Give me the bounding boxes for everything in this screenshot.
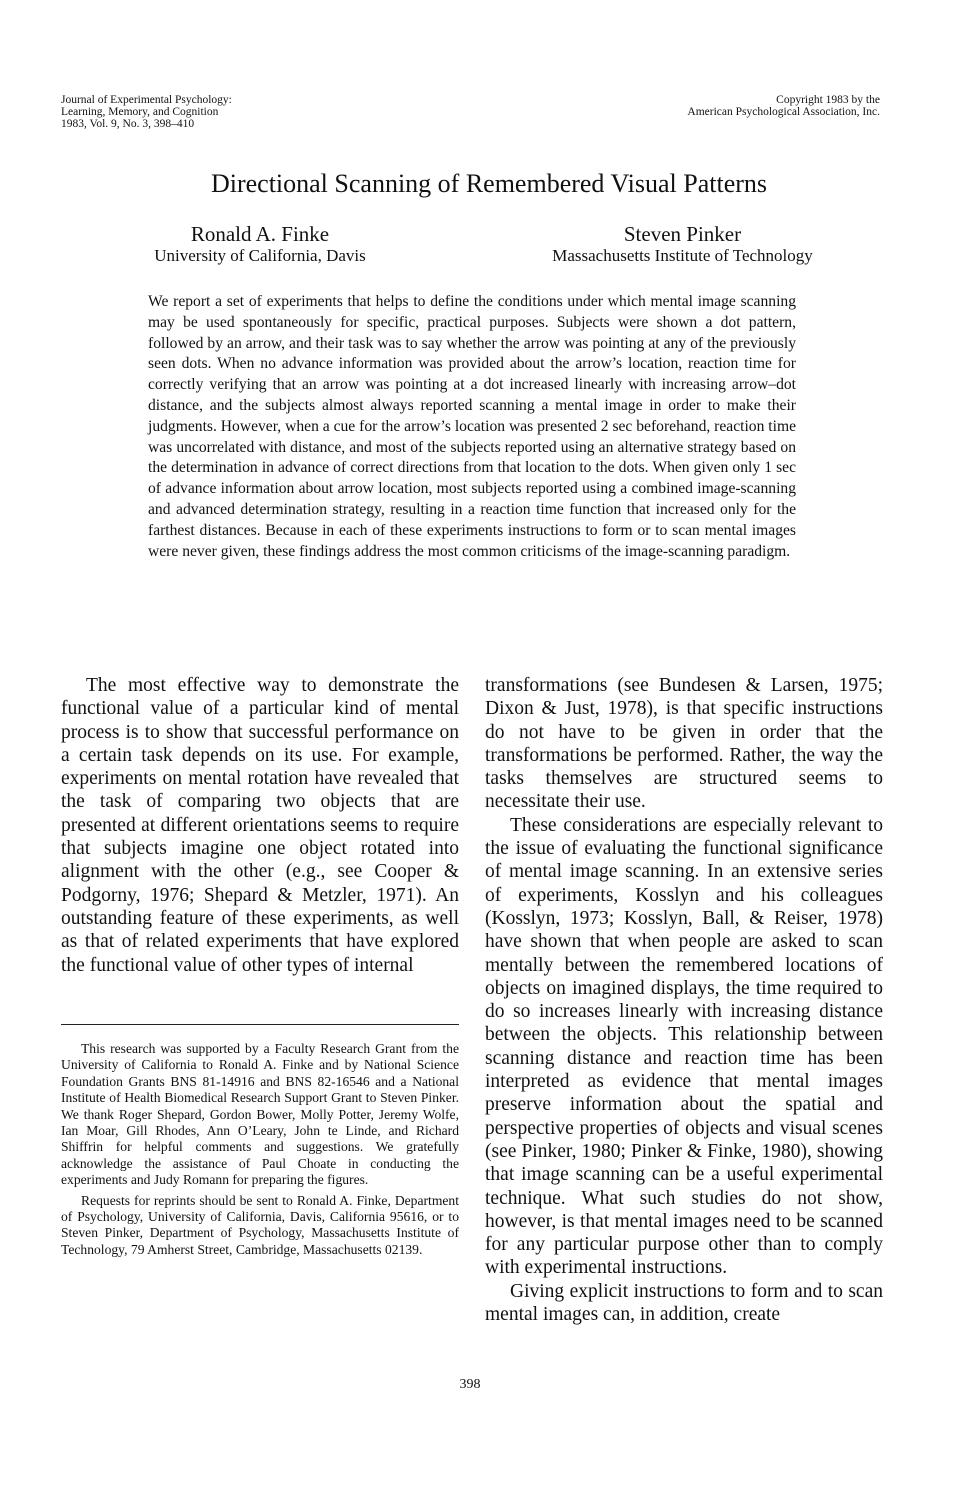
body-paragraph-continued: transformations (see Bundesen & Larsen, 1975; Dixon & Just, 1978), is that specific instructions do not have to be given in order that the transformations be performed. Rather, the way the tasks themselves are structured seems to necessitate their use. <box>485 675 883 813</box>
author-affiliation: Massachusetts Institute of Technology <box>552 246 813 265</box>
body-paragraph: Giving explicit instructions to form and to scan mental images can, in addition, create <box>485 1280 883 1326</box>
journal-citation-line: 1983, Vol. 9, No. 3, 398–410 <box>61 118 195 130</box>
body-column-right <box>485 674 883 1326</box>
footnotes <box>61 1041 459 1262</box>
article-title: Directional Scanning of Remembered Visual Patterns <box>210 169 768 198</box>
copyright-line: Copyright 1983 by the <box>776 94 880 106</box>
copyright-line: American Psychological Association, Inc. <box>687 106 880 118</box>
footnote-reprints: Requests for reprints should be sent to Ronald A. Finke, Department of Psychology, University of California, Davis, California 95616, or to Steven Pinker, Department of Psychology, Massachusetts Institute of Technology, 79 Amherst Street, Cambridge, Massachusetts 02139. <box>61 1192 459 1257</box>
journal-citation-line: Learning, Memory, and Cognition <box>61 106 219 118</box>
author-name: Ronald A. Finke <box>190 222 330 246</box>
footnote-divider <box>61 1024 459 1025</box>
body-paragraph: The most effective way to demonstrate the functional value of a particular kind of mental process is to show that successful performance on a certain task depends on its use. For example, experiments on mental rotation have revealed that the task of comparing two objects that are presented at different orientations seems to require that subjects imagine one object rotated into alignment with the other (e.g., see Cooper & Podgorny, 1976; Shepard & Metzler, 1971). An outstanding feature of these experiments, as well as that of related experiments that have explored the functional value of other types of internal <box>61 675 459 976</box>
body-paragraph: These considerations are especially relevant to the issue of evaluating the functional significance of mental image scanning. In an extensive series of experiments, Kosslyn and his colleagues (Kosslyn, 1973; Kosslyn, Ball, & Reiser, 1978) have shown that when people are asked to scan mentally between the remembered locations of objects on imagined displays, the time required to do so increases linearly with increasing distance between the objects. This relationship between scanning distance and reaction time has been interpreted as evidence that mental images preserve information about the spatial and perspective properties of objects and visual scenes (see Pinker, 1980; Pinker & Finke, 1980), showing that image scanning can be a useful experimental technique. What such studies do not show, however, is that mental images need to be scanned for any particular purpose other than to comply with experimental instructions. <box>485 814 883 1279</box>
page-number: 398 <box>459 1377 481 1392</box>
abstract: We report a set of experiments that helps to define the conditions under which mental image scanning may be used spontaneously for specific, practical purposes. Subjects were shown a dot pattern, followed by an arrow, and their task was to say whether the arrow was pointing at any of the previously seen dots. When no advance information was provided about the arrow’s location, reaction time for correctly verifying that an arrow was pointing at a dot increased linearly with increasing arrow–dot distance, and the subjects almost always reported scanning a mental image in order to make their judgments. However, when a cue for the arrow’s location was presented 2 sec beforehand, reaction time was uncorrelated with distance, and most of the subjects reported using an alternative strategy based on the determination in advance of correct directions from that location to the dots. When given only 1 sec of advance information about arrow location, most subjects reported using a combined image-scanning and advanced determination strategy, resulting in a reaction time function that increased only for the farthest distances. Because in each of these experiments instructions to form or to scan mental images were never given, these findings address the most common criticisms of the image-scanning paradigm. <box>148 293 797 560</box>
body-column-left <box>61 674 459 977</box>
author-affiliation: University of California, Davis <box>154 246 366 265</box>
journal-citation-line: Journal of Experimental Psychology: <box>61 94 232 106</box>
footnote-funding: This research was supported by a Faculty Research Grant from the University of California to Ronald A. Finke and by National Science Foundation Grants BNS 81-14916 and BNS 82-16546 and a National Institute of Health Biomedical Research Support Grant to Steven Pinker. We thank Roger Shepard, Gordon Bower, Molly Potter, Jeremy Wolfe, Ian Moar, Gill Rhodes, Ann O’Leary, John te Linde, and Richard Shiffrin for helpful comments and suggestions. We gratefully acknowledge the assistance of Paul Choate in conducting the experiments and Judy Romann for preparing the figures. <box>61 1041 459 1188</box>
author-name: Steven Pinker <box>623 222 742 246</box>
journal-citation <box>61 94 232 130</box>
copyright-notice <box>687 94 880 118</box>
author-block <box>520 222 845 266</box>
author-block <box>125 222 395 266</box>
